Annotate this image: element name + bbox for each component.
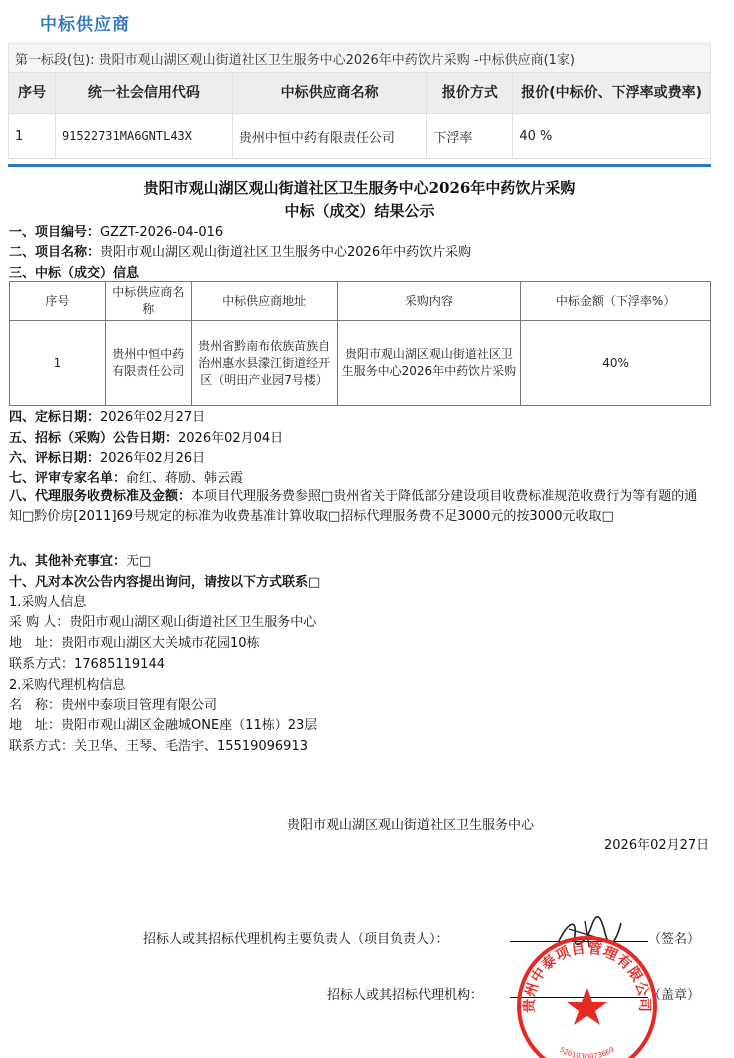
item-project-name	[9, 241, 471, 260]
issue-date: 2026年02月27日	[604, 838, 710, 853]
seal-label: 招标人或其招标代理机构：	[327, 988, 484, 1003]
divider-bar	[8, 164, 711, 167]
item-label: 八、代理服务收费标准及金额：	[9, 489, 192, 504]
item-label: 二、项目名称：	[9, 245, 101, 260]
col-header-supplier-name: 中标供应商名称	[105, 282, 191, 321]
cell-supplier-name: 贵州中恒中药有限责任公司	[105, 321, 191, 406]
item-other-matters	[9, 550, 151, 569]
buyer-name: 采 购 人：贵阳市观山湖区观山街道社区卫生服务中心	[9, 615, 317, 630]
item-label: 十、凡对本次公告内容提出询问，请按以下方式联系□	[9, 575, 321, 590]
cell-no: 1	[9, 114, 56, 159]
cell-supplier-name: 贵州中恒中药有限责任公司	[232, 114, 427, 159]
award-table-header	[10, 282, 711, 321]
item-value: GZZT-2026-04-016	[100, 225, 224, 240]
col-header-no: 序号	[9, 73, 56, 114]
seal-number: 5201030073669	[558, 1045, 616, 1058]
item-label: 三、中标（成交）信息	[9, 266, 140, 281]
item-project-number	[9, 221, 223, 240]
item-value: 无□	[126, 554, 152, 569]
item-award-info	[9, 262, 139, 281]
seal-text: 贵州中泰项目管理有限公司	[521, 940, 653, 1013]
buyer-heading: 1.采购人信息	[9, 595, 87, 610]
col-header-credit-code: 统一社会信用代码	[55, 73, 232, 114]
cell-quote-method: 下浮率	[427, 114, 513, 159]
col-header-supplier-address: 中标供应商地址	[191, 282, 337, 321]
cell-credit-code: 91522731MA6GNTL43X	[55, 114, 232, 159]
issuer-name: 贵阳市观山湖区观山街道社区卫生服务中心	[287, 818, 535, 833]
item-label: 六、评标日期：	[9, 451, 101, 466]
item-value: 本项目代理服务费参照□贵州省关于降低部分建设项目收费标准规范收费行为等有题的通知□黔价房[2011]69号规定的标准为收费基准计算收取□招标代理服务费不足3000元的按3000元收取□	[9, 489, 698, 524]
seal-star-icon	[567, 988, 607, 1025]
item-contact	[9, 571, 320, 590]
item-label: 一、项目编号：	[9, 225, 101, 240]
buyer-address: 地 址：贵阳市观山湖区大关城市花园10栋	[9, 636, 260, 651]
col-header-supplier-name: 中标供应商名称	[232, 73, 427, 114]
agency-heading: 2.采购代理机构信息	[9, 678, 126, 693]
cell-no: 1	[10, 321, 106, 406]
item-value: 2026年02月26日	[100, 451, 206, 466]
seal-suffix: （盖章）	[648, 988, 701, 1003]
table-row	[9, 114, 711, 159]
item-evaluation-date	[9, 447, 205, 466]
agency-name: 名 称：贵州中泰项目管理有限公司	[9, 698, 218, 713]
item-agency-fee	[9, 487, 709, 526]
item-label: 九、其他补充事宜：	[9, 554, 127, 569]
item-label: 五、招标（采购）公告日期：	[9, 431, 179, 446]
item-label: 四、定标日期：	[9, 410, 101, 425]
agency-phone: 联系方式：关卫华、王琴、毛浩宇、15519096913	[9, 739, 308, 754]
signature-suffix: （签名）	[648, 932, 701, 947]
item-notice-date	[9, 427, 283, 446]
item-value: 贵阳市观山湖区观山街道社区卫生服务中心2026年中药饮片采购	[100, 245, 472, 260]
col-header-no: 序号	[10, 282, 106, 321]
lot-description: 第一标段(包): 贵阳市观山湖区观山街道社区卫生服务中心2026年中药饮片采购 -中标供应商(1家)	[9, 44, 711, 73]
cell-supplier-address: 贵州省黔南布依族苗族自治州惠水县濛江街道经开区（明田产业园7号楼）	[191, 321, 337, 406]
signature-label: 招标人或其招标代理机构主要负责人（项目负责人）：	[143, 932, 449, 947]
doc-title-line1: 贵阳市观山湖区观山街道社区卫生服务中心2026年中药饮片采购	[143, 179, 576, 197]
item-value: 俞红、蒋励、韩云霞	[126, 471, 244, 486]
col-header-content: 采购内容	[337, 282, 521, 321]
supplier-table-header	[9, 73, 711, 114]
item-label: 七、评审专家名单：	[9, 471, 127, 486]
cell-content: 贵阳市观山湖区观山街道社区卫生服务中心2026年中药饮片采购	[337, 321, 521, 406]
col-header-quote-method: 报价方式	[427, 73, 513, 114]
award-info-table	[9, 281, 711, 406]
cell-quote: 40 %	[513, 114, 711, 159]
item-value: 2026年02月04日	[178, 431, 284, 446]
table-row	[10, 321, 711, 406]
cell-amount: 40%	[521, 321, 711, 406]
company-seal	[512, 928, 662, 1058]
item-award-date	[9, 406, 205, 425]
buyer-phone: 联系方式：17685119144	[9, 657, 165, 672]
item-expert-list	[9, 467, 243, 486]
section-title: 中标供应商	[40, 15, 130, 35]
winning-supplier-table	[8, 43, 711, 159]
agency-address: 地 址：贵阳市观山湖区金融城ONE座（11栋）23层	[9, 718, 318, 733]
col-header-quote: 报价(中标价、下浮率或费率)	[513, 73, 711, 114]
doc-title-line2: 中标（成交）结果公示	[284, 202, 435, 220]
col-header-amount: 中标金额（下浮率%）	[521, 282, 711, 321]
item-value: 2026年02月27日	[100, 410, 206, 425]
